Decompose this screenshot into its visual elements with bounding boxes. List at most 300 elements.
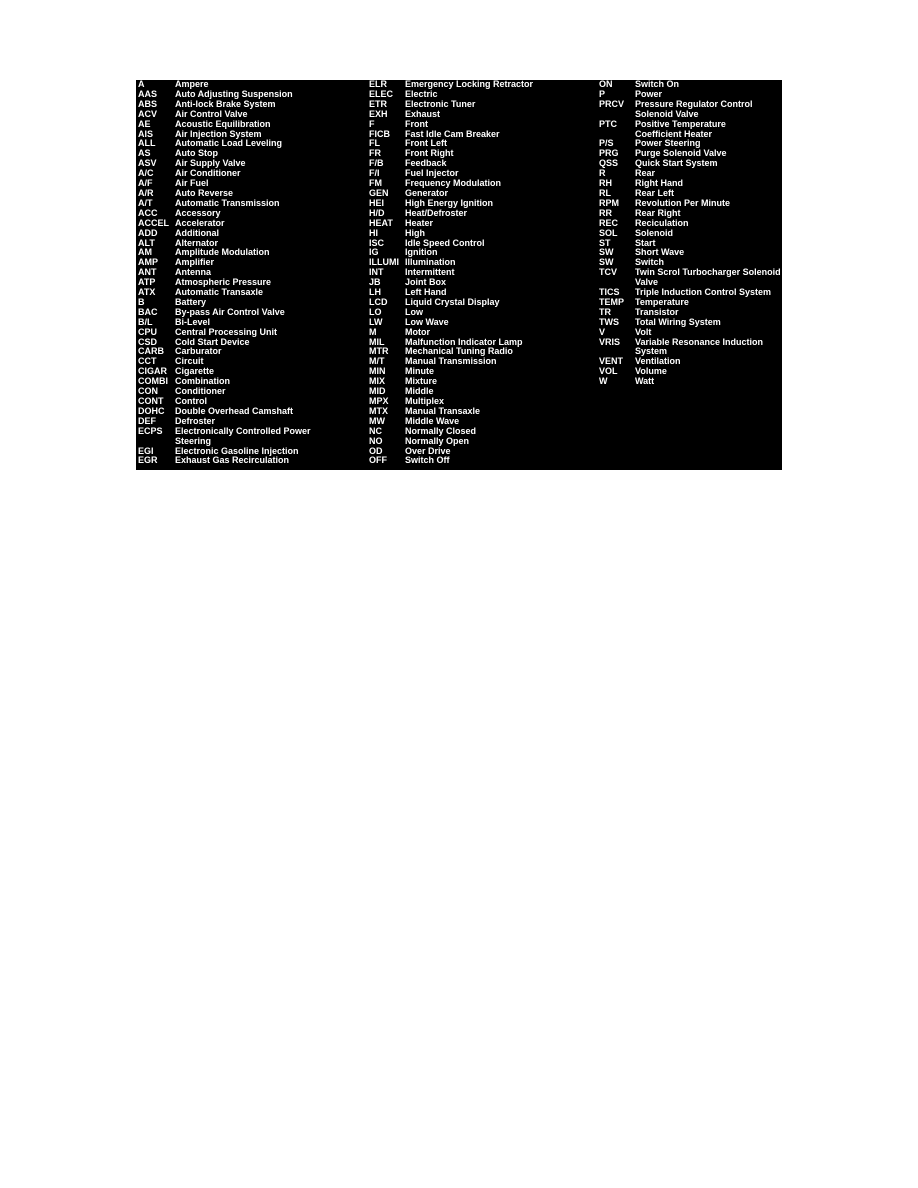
- abbreviation-entry: [599, 80, 781, 90]
- abbreviation-code: IG: [369, 247, 379, 258]
- abbreviation-entry: [138, 169, 366, 179]
- abbreviation-entry: [599, 90, 781, 100]
- abbreviation-meaning: Middle: [405, 387, 434, 397]
- abbreviation-entry: [369, 447, 597, 457]
- abbreviation-meaning: Battery: [175, 297, 207, 307]
- abbreviation-meaning: Carburator: [175, 347, 222, 357]
- abbreviation-entry: [138, 219, 366, 229]
- abbreviation-code: ST: [599, 237, 611, 248]
- abbreviation-entry: [369, 90, 597, 100]
- abbreviation-code: TWS: [599, 316, 619, 327]
- abbreviation-code: PRG: [599, 148, 619, 159]
- abbreviation-code: GEN: [369, 187, 389, 198]
- abbreviation-code: EXH: [369, 108, 388, 119]
- abbreviation-code: REC: [599, 217, 619, 228]
- abbreviation-entry: [599, 328, 781, 338]
- abbreviation-entry: [599, 338, 781, 348]
- abbreviation-entry: [599, 149, 781, 159]
- abbreviation-code: PRCV: [599, 98, 625, 109]
- abbreviation-code: ISC: [369, 237, 385, 248]
- abbreviation-entry: [369, 80, 597, 90]
- abbreviation-entry: [369, 308, 597, 318]
- abbreviation-entry: [138, 417, 366, 427]
- abbreviation-entry: [138, 318, 366, 328]
- abbreviation-entry: [599, 248, 781, 258]
- abbreviation-entry: [369, 347, 597, 357]
- abbreviation-meaning: Alternator: [175, 238, 219, 248]
- abbreviation-meaning: Acoustic Equilibration: [175, 119, 271, 129]
- abbreviation-entry: [369, 357, 597, 367]
- abbreviation-code: F/I: [369, 168, 380, 179]
- abbreviation-meaning: Pressure Regulator Control: [635, 99, 753, 109]
- abbreviation-code: P: [599, 88, 606, 99]
- abbreviation-meaning: Circuit: [175, 357, 204, 367]
- abbreviation-entry: [369, 367, 597, 377]
- abbreviation-code: TR: [599, 306, 611, 317]
- abbreviation-meaning: Liquid Crystal Display: [405, 297, 500, 307]
- abbreviation-meaning: Automatic Load Leveling: [175, 139, 283, 149]
- abbreviation-entry: [599, 298, 781, 308]
- abbreviation-entry: [599, 189, 781, 199]
- abbreviation-column-1: [138, 80, 366, 466]
- abbreviation-code: AIS: [138, 128, 154, 139]
- abbreviation-entry: [369, 149, 597, 159]
- abbreviation-entry: [138, 80, 366, 90]
- abbreviation-entry: [599, 308, 781, 318]
- abbreviation-code: RH: [599, 178, 612, 189]
- abbreviation-meaning: Cold Start Device: [175, 337, 250, 347]
- abbreviation-entry: [369, 130, 597, 140]
- abbreviation-entry: [369, 139, 597, 149]
- abbreviation-code: COMBI: [138, 376, 168, 387]
- abbreviation-entry: [138, 456, 366, 466]
- abbreviation-entry: [369, 288, 597, 298]
- abbreviation-entry: [138, 179, 366, 189]
- abbreviation-meaning: Left Hand: [405, 288, 447, 298]
- abbreviation-entry: [369, 298, 597, 308]
- abbreviation-entry: [138, 268, 366, 278]
- abbreviation-entry: [138, 338, 366, 348]
- abbreviation-meaning: High Energy Ignition: [405, 198, 493, 208]
- abbreviation-meaning: Air Supply Valve: [175, 159, 246, 169]
- abbreviation-code: ADD: [138, 227, 158, 238]
- abbreviation-meaning: Power: [635, 89, 663, 99]
- abbreviation-meaning: Rear Left: [635, 188, 675, 198]
- abbreviation-code: EGI: [138, 445, 154, 456]
- abbreviation-entry: [138, 387, 366, 397]
- abbreviation-code: ELR: [369, 80, 387, 89]
- abbreviation-code: AAS: [138, 88, 158, 99]
- abbreviation-meaning: Manual Transaxle: [405, 406, 481, 416]
- abbreviation-meaning: Switch Off: [405, 456, 450, 466]
- abbreviation-meaning: Minute: [405, 367, 434, 377]
- abbreviation-meaning: Amplifier: [175, 258, 215, 268]
- abbreviation-entry: [599, 318, 781, 328]
- abbreviation-meaning: Amplitude Modulation: [175, 248, 270, 258]
- abbreviation-meaning: Central Processing Unit: [175, 327, 278, 337]
- abbreviation-code: ABS: [138, 98, 158, 109]
- abbreviation-meaning: Atmospheric Pressure: [175, 278, 272, 288]
- abbreviation-meaning: Rear Right: [635, 208, 681, 218]
- abbreviation-meaning: Exhaust Gas Recirculation: [175, 456, 290, 466]
- abbreviation-meaning: Control: [175, 397, 207, 406]
- abbreviation-entry: [369, 328, 597, 338]
- abbreviation-entry: [138, 288, 366, 298]
- abbreviation-meaning: Positive Temperature: [635, 119, 726, 129]
- abbreviation-code: HI: [369, 227, 378, 238]
- abbreviation-entry: [369, 229, 597, 239]
- abbreviation-meaning: Emergency Locking Retractor: [405, 80, 534, 89]
- abbreviation-meaning: Quick Start System: [635, 159, 718, 169]
- abbreviation-code: M: [369, 326, 377, 337]
- abbreviation-entry: [599, 367, 781, 377]
- abbreviation-entry: [599, 199, 781, 209]
- abbreviation-code: SW: [599, 257, 614, 268]
- abbreviation-meaning: Over Drive: [405, 446, 451, 456]
- abbreviation-code: MID: [369, 386, 386, 397]
- abbreviation-entry: [599, 209, 781, 219]
- abbreviation-code: CONT: [138, 396, 164, 406]
- abbreviation-entry: [369, 387, 597, 397]
- abbreviation-entry: [369, 120, 597, 130]
- abbreviation-meaning: Normally Open: [405, 436, 470, 446]
- abbreviation-code: CSD: [138, 336, 158, 347]
- abbreviation-code: CARB: [138, 346, 164, 357]
- abbreviation-code: SW: [599, 247, 614, 258]
- abbreviation-code: HEI: [369, 197, 385, 208]
- abbreviation-code: EGR: [138, 455, 158, 466]
- abbreviation-code: TCV: [599, 267, 617, 278]
- abbreviation-entry: [138, 90, 366, 100]
- abbreviation-entry: [138, 328, 366, 338]
- abbreviation-entry: [369, 159, 597, 169]
- abbreviation-code: VENT: [599, 356, 624, 367]
- abbreviation-code: R: [599, 168, 606, 179]
- abbreviation-code: RL: [599, 187, 611, 198]
- abbreviation-code: TEMP: [599, 296, 625, 307]
- abbreviation-code: LO: [369, 306, 382, 317]
- abbreviation-meaning: Automatic Transmission: [175, 198, 280, 208]
- abbreviation-code: A: [138, 80, 145, 89]
- abbreviation-code: A/R: [138, 187, 154, 198]
- abbreviation-entry: [369, 100, 597, 110]
- abbreviation-entry: [599, 258, 781, 268]
- abbreviation-entry: [138, 199, 366, 209]
- abbreviation-meaning: Total Wiring System: [635, 317, 721, 327]
- abbreviation-meaning: Heat/Defroster: [405, 208, 468, 218]
- abbreviation-code: ELEC: [369, 88, 394, 99]
- abbreviation-entry: [138, 110, 366, 120]
- abbreviation-code: CCT: [138, 356, 157, 367]
- abbreviation-meaning: Auto Reverse: [175, 188, 234, 198]
- abbreviation-meaning: Normally Closed: [405, 426, 477, 436]
- abbreviation-entry: [369, 258, 597, 268]
- abbreviation-meaning: Start: [635, 238, 656, 248]
- abbreviation-code: W: [599, 376, 608, 387]
- abbreviation-code: RR: [599, 207, 612, 218]
- abbreviation-entry: [369, 397, 597, 407]
- abbreviation-meaning: Air Conditioner: [175, 169, 241, 179]
- abbreviation-entry: [369, 169, 597, 179]
- abbreviation-code: B/L: [138, 316, 153, 327]
- abbreviation-code: OD: [369, 445, 383, 456]
- abbreviation-code: ECPS: [138, 425, 163, 436]
- abbreviation-entry: [138, 407, 366, 417]
- abbreviation-entry: [369, 199, 597, 209]
- abbreviation-meaning: Idle Speed Control: [405, 238, 485, 248]
- abbreviation-entry: [599, 268, 781, 278]
- abbreviation-meaning: Transistor: [635, 307, 679, 317]
- abbreviation-meaning: Low Wave: [405, 317, 449, 327]
- abbreviation-meaning: Air Fuel: [175, 179, 209, 189]
- abbreviation-meaning: Twin Scrol Turbocharger Solenoid: [635, 268, 781, 278]
- abbreviation-code: ACCEL: [138, 217, 169, 228]
- abbreviation-code: CON: [138, 386, 158, 397]
- abbreviation-meaning: Ampere: [175, 80, 209, 89]
- abbreviation-entry: [138, 278, 366, 288]
- abbreviation-code: MW: [369, 415, 385, 426]
- abbreviation-meaning: Coefficient Heater: [635, 129, 713, 139]
- abbreviation-meaning: High: [405, 228, 425, 238]
- abbreviation-entry: [599, 229, 781, 239]
- abbreviation-entry: [599, 288, 781, 298]
- abbreviation-entry: [369, 110, 597, 120]
- abbreviation-meaning: Manual Transmission: [405, 357, 497, 367]
- abbreviation-entry: [369, 318, 597, 328]
- abbreviation-entry: [369, 427, 597, 437]
- abbreviation-meaning: Front Right: [405, 149, 454, 159]
- abbreviation-entry: [138, 437, 366, 447]
- abbreviation-meaning: Solenoid: [635, 228, 673, 238]
- abbreviation-entry: [369, 417, 597, 427]
- abbreviation-code: A/F: [138, 178, 153, 189]
- abbreviation-code: VRIS: [599, 336, 621, 347]
- abbreviation-code: NO: [369, 435, 383, 446]
- abbreviation-entry: [599, 130, 781, 140]
- abbreviation-entry: [138, 149, 366, 159]
- abbreviation-code: MIL: [369, 336, 385, 347]
- abbreviation-meaning: Electronic Tuner: [405, 99, 476, 109]
- abbreviation-meaning: Middle Wave: [405, 416, 460, 426]
- abbreviation-meaning: Switch On: [635, 80, 680, 89]
- abbreviation-meaning: Ignition: [405, 248, 438, 258]
- abbreviation-code: FM: [369, 178, 382, 189]
- abbreviation-code: CPU: [138, 326, 158, 337]
- abbreviation-code: A/C: [138, 168, 154, 179]
- abbreviation-code: A/T: [138, 197, 153, 208]
- abbreviation-code: F/B: [369, 158, 384, 169]
- abbreviation-code: JB: [369, 277, 381, 288]
- abbreviation-entry: [599, 159, 781, 169]
- abbreviation-code: DEF: [138, 415, 156, 426]
- abbreviation-code: MIX: [369, 376, 386, 387]
- abbreviation-meaning: Exhaust: [405, 109, 441, 119]
- abbreviation-meaning: Automatic Transaxle: [175, 288, 264, 298]
- abbreviation-column-2: [369, 80, 597, 466]
- abbreviation-code: MPX: [369, 396, 389, 406]
- abbreviation-code: ASV: [138, 158, 157, 169]
- abbreviation-entry: [369, 179, 597, 189]
- abbreviation-entry: [138, 189, 366, 199]
- abbreviation-meaning: Feedback: [405, 159, 447, 169]
- abbreviation-meaning: Frequency Modulation: [405, 179, 502, 189]
- abbreviation-meaning: Auto Stop: [175, 149, 218, 159]
- abbreviation-meaning: Low: [405, 307, 423, 317]
- abbreviation-code: AS: [138, 148, 151, 159]
- abbreviation-meaning: Electronic Gasoline Injection: [175, 446, 299, 456]
- abbreviation-meaning: Watt: [635, 377, 655, 387]
- abbreviation-entry: [138, 130, 366, 140]
- abbreviation-code: V: [599, 326, 606, 337]
- abbreviation-code: PTC: [599, 118, 617, 129]
- abbreviation-entry: [369, 278, 597, 288]
- abbreviation-code: FR: [369, 148, 381, 159]
- abbreviation-entry: [369, 239, 597, 249]
- abbreviation-entry: [599, 377, 781, 387]
- abbreviation-entry: [138, 397, 366, 407]
- abbreviation-meaning: Auto Adjusting Suspension: [175, 89, 293, 99]
- abbreviation-meaning: Accelerator: [175, 218, 225, 228]
- abbreviation-code: AE: [138, 118, 151, 129]
- abbreviation-entry: [138, 139, 366, 149]
- abbreviation-code: FL: [369, 138, 380, 149]
- abbreviation-entry: [138, 248, 366, 258]
- abbreviation-code: CIGAR: [138, 366, 167, 377]
- abbreviation-entry: [138, 447, 366, 457]
- abbreviation-code: ALT: [138, 237, 155, 248]
- abbreviation-meaning: System: [635, 347, 668, 357]
- abbreviation-meaning: Double Overhead Camshaft: [175, 406, 294, 416]
- abbreviations-panel: [136, 80, 782, 470]
- abbreviation-entry: [138, 367, 366, 377]
- abbreviation-meaning: Steering: [175, 436, 212, 446]
- abbreviation-entry: [138, 377, 366, 387]
- abbreviation-entry: [599, 357, 781, 367]
- abbreviation-code: ILLUMI: [369, 257, 399, 268]
- abbreviation-meaning: By-pass Air Control Valve: [175, 307, 285, 317]
- abbreviation-meaning: Fuel Injector: [405, 169, 459, 179]
- abbreviation-meaning: Temperature: [635, 297, 689, 307]
- abbreviation-code: AMP: [138, 257, 158, 268]
- abbreviation-entry: [369, 189, 597, 199]
- abbreviation-meaning: Intermittent: [405, 268, 455, 278]
- abbreviation-code: AM: [138, 247, 152, 258]
- abbreviation-meaning: Anti-lock Brake System: [175, 99, 276, 109]
- abbreviation-meaning: Solenoid Valve: [635, 109, 699, 119]
- abbreviation-code: HEAT: [369, 217, 393, 228]
- abbreviation-code: M/T: [369, 356, 385, 367]
- abbreviation-meaning: Short Wave: [635, 248, 685, 258]
- abbreviation-meaning: Electric: [405, 89, 438, 99]
- abbreviation-code: OFF: [369, 455, 387, 466]
- abbreviation-meaning: Power Steering: [635, 139, 701, 149]
- abbreviation-entry: [369, 248, 597, 258]
- abbreviation-code: BAC: [138, 306, 158, 317]
- abbreviation-entry: [138, 357, 366, 367]
- abbreviation-meaning: Additional: [175, 228, 219, 238]
- abbreviation-code: VOL: [599, 366, 618, 377]
- abbreviation-entry: [138, 298, 366, 308]
- abbreviation-code: INT: [369, 267, 384, 278]
- abbreviation-code: ON: [599, 80, 613, 89]
- abbreviation-entry: [599, 278, 781, 288]
- abbreviation-column-3: [599, 80, 781, 387]
- abbreviation-entry: [599, 239, 781, 249]
- abbreviation-meaning: Mechanical Tuning Radio: [405, 347, 513, 357]
- abbreviation-meaning: Heater: [405, 218, 434, 228]
- abbreviation-entry: [369, 268, 597, 278]
- abbreviation-entry: [369, 456, 597, 466]
- abbreviation-code: RPM: [599, 197, 619, 208]
- abbreviation-meaning: Front Left: [405, 139, 447, 149]
- abbreviation-entry: [599, 139, 781, 149]
- abbreviation-code: B: [138, 296, 145, 307]
- abbreviation-meaning: Bi-Level: [175, 317, 211, 327]
- abbreviation-meaning: Air Control Valve: [175, 109, 248, 119]
- abbreviation-entry: [369, 219, 597, 229]
- abbreviation-entry: [369, 407, 597, 417]
- abbreviation-code: LH: [369, 287, 381, 298]
- abbreviation-entry: [599, 120, 781, 130]
- abbreviation-code: MIN: [369, 366, 386, 377]
- abbreviation-meaning: Mixture: [405, 377, 438, 387]
- abbreviation-entry: [138, 120, 366, 130]
- abbreviation-meaning: Combination: [175, 377, 230, 387]
- abbreviation-entry: [369, 377, 597, 387]
- abbreviation-meaning: Defroster: [175, 416, 216, 426]
- abbreviation-entry: [599, 219, 781, 229]
- abbreviation-entry: [138, 100, 366, 110]
- abbreviation-code: TICS: [599, 287, 620, 298]
- abbreviation-meaning: Right Hand: [635, 179, 683, 189]
- abbreviation-code: QSS: [599, 158, 619, 169]
- abbreviation-meaning: Generator: [405, 188, 449, 198]
- abbreviation-code: H/D: [369, 207, 385, 218]
- abbreviation-meaning: Front: [405, 119, 428, 129]
- abbreviation-meaning: Reciculation: [635, 218, 689, 228]
- abbreviation-entry: [138, 427, 366, 437]
- abbreviation-meaning: Ventilation: [635, 357, 681, 367]
- abbreviation-entry: [138, 347, 366, 357]
- abbreviation-code: MTX: [369, 405, 388, 416]
- abbreviation-entry: [369, 338, 597, 348]
- abbreviation-entry: [599, 179, 781, 189]
- abbreviation-meaning: Antenna: [175, 268, 211, 278]
- abbreviation-meaning: Purge Solenoid Valve: [635, 149, 727, 159]
- abbreviation-code: MTR: [369, 346, 389, 357]
- abbreviation-meaning: Fast Idle Cam Breaker: [405, 129, 500, 139]
- abbreviation-entry: [138, 239, 366, 249]
- abbreviation-meaning: Motor: [405, 327, 430, 337]
- abbreviation-code: NC: [369, 425, 382, 436]
- abbreviation-code: ANT: [138, 267, 157, 278]
- abbreviation-code: DOHC: [138, 405, 165, 416]
- abbreviation-entry: [369, 437, 597, 447]
- abbreviation-code: ETR: [369, 98, 387, 109]
- abbreviation-code: ACV: [138, 108, 158, 119]
- abbreviation-entry: [599, 100, 781, 110]
- abbreviation-meaning: Revolution Per Minute: [635, 198, 731, 208]
- abbreviation-code: ALL: [138, 138, 156, 149]
- abbreviation-code: LCD: [369, 296, 388, 307]
- abbreviation-meaning: Valve: [635, 278, 659, 288]
- abbreviation-meaning: Accessory: [175, 208, 221, 218]
- abbreviation-code: LW: [369, 316, 383, 327]
- abbreviation-entry: [599, 169, 781, 179]
- abbreviation-entry: [138, 209, 366, 219]
- abbreviation-code: ATX: [138, 287, 156, 298]
- abbreviation-entry: [138, 308, 366, 318]
